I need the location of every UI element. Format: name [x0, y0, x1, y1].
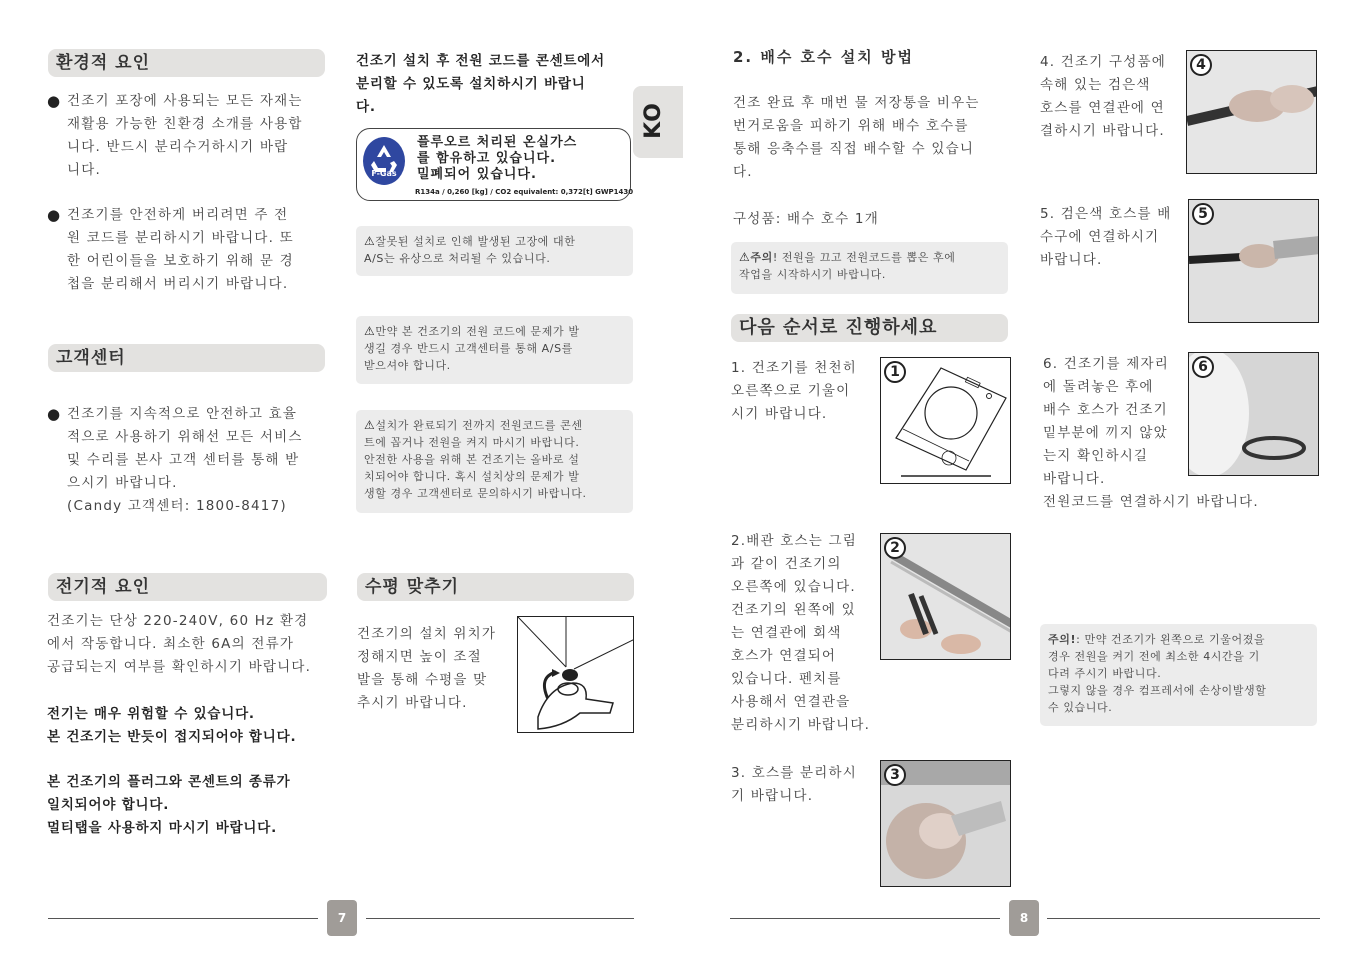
fgas-text [417, 135, 629, 183]
text-line: 받으셔야 합니다. [364, 359, 451, 372]
text-line: 한 어린이들을 보호하기 위해 문 경 [67, 253, 294, 269]
text-line: 전기는 매우 위험할 수 있습니다. [47, 706, 255, 722]
step-badge: 2 [884, 537, 906, 559]
text-line: 적으로 사용하기 위해선 모든 서비스 [67, 429, 303, 445]
env-header: 환경적 요인 [48, 49, 325, 77]
text-line: 및 수리를 본사 고객 센터를 통해 받 [67, 452, 300, 468]
text-line: 2.배관 호스는 그림 [731, 533, 857, 549]
text-line: 수 있습니다. [1048, 701, 1113, 714]
text-line: 원 코드를 분리하시기 바랍니다. 또 [67, 230, 294, 246]
text-line: 수구에 연결하시기 [1040, 229, 1160, 245]
warning-icon: ⚠ [364, 324, 376, 338]
cs-header: 고객센터 [48, 344, 325, 372]
text-line [1048, 631, 1309, 648]
text-line: 속해 있는 검은색 [1040, 77, 1151, 93]
drain-intro [733, 92, 1023, 184]
text-line: 통해 응축수를 직접 배수할 수 있습니 [733, 141, 975, 157]
text-line: 배수 호스가 건조기 [1043, 402, 1168, 418]
text-line: 정해지면 높이 조절 [357, 649, 482, 665]
text-line: 건조 완료 후 매번 물 저장통을 비우는 [733, 95, 980, 111]
text-line: 건조기 포장에 사용되는 모든 자재는 [67, 93, 303, 109]
footer-line-right [1047, 918, 1320, 919]
language-code: KO [640, 102, 666, 139]
step-badge: 3 [884, 764, 906, 786]
text-line: 멀티탭을 사용하지 마시기 바랍니다. [47, 820, 278, 836]
text-line: 호스가 연결되어 [731, 648, 837, 664]
text-span: 설치가 완료되기 전까지 전원코드를 콘센 [375, 419, 583, 432]
text-span: 잘못된 설치로 인해 발생된 고장에 대한 [375, 235, 576, 248]
step-5-text [1040, 203, 1188, 272]
text-line: 과 같이 건조기의 [731, 556, 842, 572]
text-span: : 만약 건조기가 왼쪽으로 기울어졌을 [1076, 633, 1266, 646]
text-line: 시기 바랍니다. [731, 406, 828, 422]
step-2-text [731, 530, 891, 737]
step-3-hose-photo [880, 760, 1011, 887]
step-badge: 6 [1192, 356, 1214, 378]
text-line: 생할 경우 고객센터로 문의하시기 바랍니다. [364, 487, 587, 500]
steps-header: 다음 순서로 진행하세요 [731, 314, 1008, 342]
step-badge: 4 [1190, 54, 1212, 76]
footer-line-right [366, 918, 634, 919]
text-line: 다려 주시기 바랍니다. [1048, 667, 1162, 680]
elec-paragraph [47, 610, 347, 679]
elec-header: 전기적 요인 [48, 573, 327, 601]
page-number-7: 7 [327, 900, 357, 936]
text-line: 4. 건조기 구성품에 [1040, 54, 1166, 70]
text-line: 본 건조기의 플러그와 콘센트의 종류가 [47, 774, 291, 790]
env-bullet-1 [47, 90, 337, 182]
drain-title: 2. 배수 호수 설치 방법 [733, 48, 914, 66]
note-label: 주의! [1048, 633, 1077, 646]
env-bullet-2 [47, 204, 337, 296]
warning-note-3 [356, 410, 633, 513]
unplug-instruction [356, 50, 646, 119]
level-header: 수평 맞추기 [357, 573, 634, 601]
text-line: 건조기의 설치 위치가 [357, 626, 497, 642]
text-line: A/S는 유상으로 처리될 수 있습니다. [364, 252, 551, 265]
text-line: 를 함유하고 있습니다. [417, 151, 557, 166]
text-line: 본 건조기는 반듯이 접지되어야 합니다. [47, 729, 297, 745]
fgas-caption: F-Gas [371, 169, 397, 178]
text-line: 분리하시기 바랍니다. [731, 717, 871, 733]
text-line: 첩을 분리해서 버리시기 바랍니다. [67, 276, 289, 292]
fgas-label-box [356, 128, 634, 201]
step-6-floor-photo [1188, 352, 1319, 476]
text-line: (Candy 고객센터: 1800-8417) [67, 498, 287, 514]
text-line: 결하시기 바랍니다. [1040, 123, 1165, 139]
warning-icon: ⚠ [739, 250, 751, 264]
text-line: 건조기를 지속적으로 안전하고 효율 [67, 406, 298, 422]
text-line: 트에 꼽거나 전원을 켜지 마시기 바랍니다. [364, 436, 580, 449]
text-span: ! 전원을 끄고 전원코드를 뽑은 후에 [772, 251, 956, 264]
text-line [364, 323, 625, 340]
text-line [364, 417, 625, 434]
text-line: 건조기를 안전하게 버리려면 주 전 [67, 207, 289, 223]
text-line: 재활용 가능한 친환경 소개를 사용합 [67, 116, 303, 132]
text-line: 에서 작동합니다. 최소한 6A의 전류가 [47, 636, 295, 652]
step-4-text [1040, 51, 1185, 143]
caution-label: 주의 [750, 251, 773, 264]
text-line: 바랍니다. [1040, 252, 1103, 268]
text-line: 전원코드를 연결하시기 바랍니다. [1043, 494, 1259, 510]
text-line: 발을 통해 수평을 맞 [357, 672, 488, 688]
text-line: 있습니다. 펜치를 [731, 671, 842, 687]
warning-note-2 [356, 316, 633, 384]
text-line: 으시기 바랍니다. [67, 475, 178, 491]
text-line: 일치되어야 합니다. [47, 797, 170, 813]
level-paragraph [357, 623, 527, 715]
step-4-connector-photo [1186, 50, 1317, 174]
text-line: 5. 검은색 호스를 배 [1040, 206, 1172, 222]
text-line: 는지 확인하시길 [1043, 448, 1149, 464]
text-line: 6. 건조기를 제자리 [1043, 356, 1169, 372]
elec-warning-2 [47, 771, 347, 840]
page-number-8: 8 [1009, 900, 1039, 936]
step-1-text [731, 357, 876, 426]
text-line: 건조기의 왼쪽에 있 [731, 602, 856, 618]
step-5-drain-photo [1188, 199, 1319, 323]
step-3-text [731, 762, 876, 808]
language-tab [633, 86, 683, 158]
text-line: 바랍니다. [1043, 471, 1106, 487]
footer-line-left [48, 918, 318, 919]
step-badge: 1 [884, 361, 906, 383]
leveling-foot-illustration [517, 616, 634, 733]
text-line: 안전한 사용을 위해 본 건조기는 올바로 설 [364, 453, 580, 466]
text-line: 추시기 바랍니다. [357, 695, 468, 711]
text-line: 다. [733, 164, 753, 180]
text-line: 에 돌려놓은 후에 [1043, 379, 1154, 395]
parts-line: 구성품: 배수 호수 1개 [733, 211, 879, 227]
step-2-pliers-photo [880, 533, 1011, 660]
text-line: 밑부분에 끼지 않았 [1043, 425, 1168, 441]
tilt-caution-note [1040, 624, 1317, 726]
fgas-detail: R134a / 0,260 [kg] / CO2 equivalent: 0,372[t] GWP1430 [415, 188, 634, 196]
text-line: 3. 호스를 분리하시 [731, 765, 857, 781]
text-line: 경우 전원을 켜기 전에 최소한 4시간을 기 [1048, 650, 1260, 663]
text-line: 오른쪽으로 기울이 [731, 383, 851, 399]
text-line: 1. 건조기를 천천히 [731, 360, 857, 376]
text-line: 치되어야 합니다. 혹시 설치상의 문제가 발 [364, 470, 580, 483]
footer-line-left [730, 918, 1000, 919]
text-line: 는 연결관에 회색 [731, 625, 842, 641]
text-line: 분리할 수 있도록 설치하시기 바랍니 [356, 76, 586, 92]
text-line: 기 바랍니다. [731, 788, 814, 804]
text-line: 호스를 연결관에 연 [1040, 100, 1165, 116]
warning-note-1 [356, 226, 633, 276]
bullet-dot: ● [47, 206, 62, 224]
cs-bullet [47, 403, 337, 518]
text-line: 공급되는지 여부를 확인하시기 바랍니다. [47, 659, 312, 675]
warning-icon: ⚠ [364, 234, 376, 248]
text-line: 생길 경우 반드시 고객센터를 통해 A/S를 [364, 342, 573, 355]
text-line: 그렇지 않을 경우 컴프레서에 손상이발생할 [1048, 684, 1267, 697]
text-line: 작업을 시작하시기 바랍니다. [739, 268, 887, 281]
elec-warning-1 [47, 703, 347, 749]
text-span: 만약 본 건조기의 전원 코드에 문제가 발 [375, 325, 580, 338]
bullet-dot: ● [47, 92, 62, 110]
text-line: 니다. 반드시 분리수거하시기 바랍 [67, 139, 289, 155]
caution-note [731, 242, 1008, 294]
text-line: 니다. [67, 162, 101, 178]
text-line: 건조기 설치 후 전원 코드를 콘센트에서 [356, 53, 605, 69]
text-line [739, 249, 1000, 266]
text-line: 플루오르 처리된 온실가스 [417, 135, 578, 150]
text-line: 오른쪽에 있습니다. [731, 579, 856, 595]
warning-icon: ⚠ [364, 418, 376, 432]
bullet-dot: ● [47, 405, 62, 423]
text-line: 번거로움을 피하기 위해 배수 호수를 [733, 118, 969, 134]
text-line: 다. [356, 99, 376, 115]
text-line: 밀폐되어 있습니다. [417, 167, 537, 182]
text-line: 건조기는 단상 220-240V, 60 Hz 환경 [47, 613, 309, 629]
step-badge: 5 [1192, 203, 1214, 225]
text-line: 사용해서 연결관을 [731, 694, 851, 710]
text-line [364, 233, 625, 250]
step-1-tilt-illustration [880, 357, 1011, 484]
